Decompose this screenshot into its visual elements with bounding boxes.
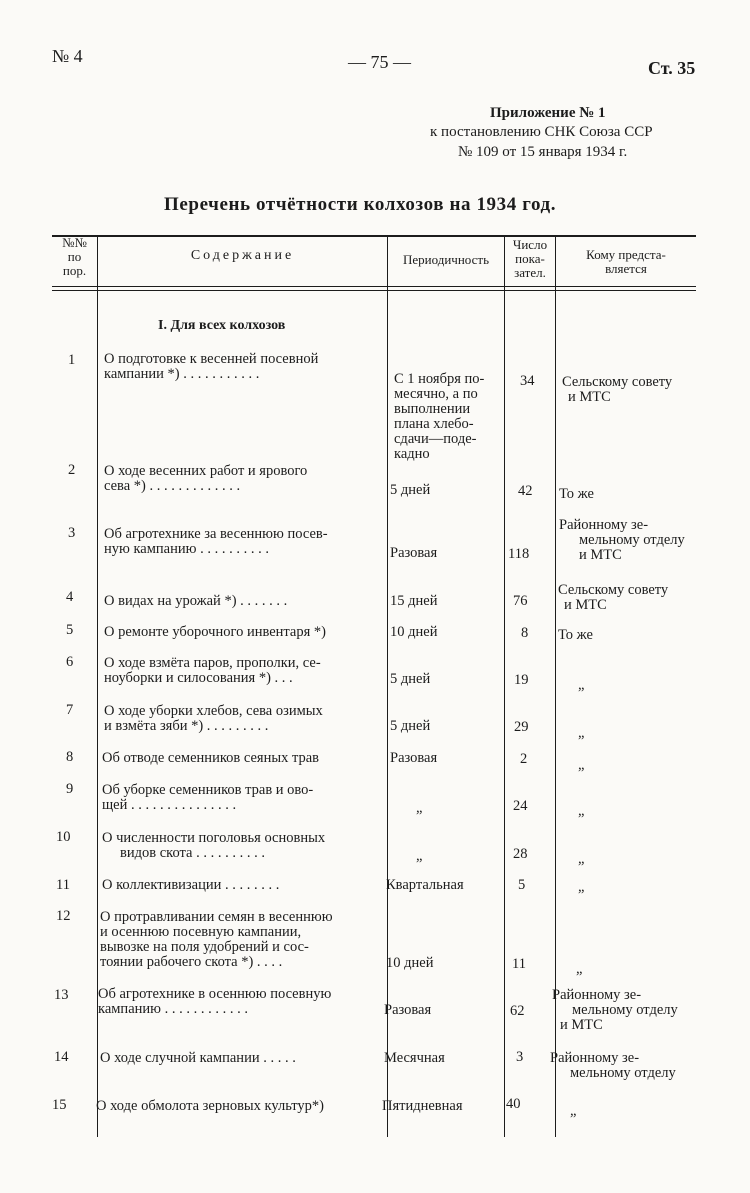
row-count: 28 [513, 846, 528, 862]
row-number: 3 [68, 525, 76, 541]
header-count: Число пока- зател. [512, 237, 548, 280]
row-count: 3 [516, 1049, 524, 1065]
row-period: Пятидневная [382, 1098, 463, 1114]
appendix-line-3: № 109 от 15 января 1934 г. [458, 144, 628, 160]
header-content: Содержание [190, 248, 295, 263]
row-recipient: Районному зе- мельному отделу и МТС [552, 987, 678, 1033]
row-count: 76 [513, 593, 528, 609]
row-content: Об агротехнике в осеннюю посевную кампанию . . . . . . . . . . . . [98, 986, 332, 1017]
document-title: Перечень отчётности колхозов на 1934 год. [164, 194, 557, 215]
row-count: 42 [518, 483, 533, 499]
row-content: О ходе случной кампании . . . . . [100, 1050, 296, 1066]
row-period: 5 дней [390, 671, 431, 687]
row-content: О ходе обмолота зерновых культур*) [96, 1098, 325, 1114]
row-number: 15 [52, 1097, 67, 1113]
row-content: О численности поголовья основных видов скота . . . . . . . . . . [102, 830, 326, 861]
row-number: 8 [66, 749, 74, 765]
table-header-rule-2 [52, 290, 696, 291]
row-number: 13 [54, 987, 69, 1003]
row-period: „ [416, 800, 423, 816]
row-number: 6 [66, 654, 74, 670]
row-period: Квартальная [386, 877, 464, 893]
row-number: 12 [56, 908, 71, 924]
row-number: 10 [56, 829, 71, 845]
row-count: 5 [518, 877, 526, 893]
row-recipient: Районному зе- мельному отделу и МТС [559, 517, 685, 563]
row-period: 10 дней [386, 955, 434, 971]
row-count: 8 [521, 625, 529, 641]
row-content: О подготовке к весенней посевной кампании *) . . . . . . . . . . . [104, 351, 319, 382]
row-period: 5 дней [390, 718, 431, 734]
row-number: 7 [66, 702, 74, 718]
row-recipient: „ [578, 725, 585, 741]
row-recipient: „ [576, 961, 583, 977]
appendix-line-2: к постановлению СНК Союза ССР [430, 124, 653, 140]
row-recipient: То же [559, 486, 594, 502]
row-recipient: То же [558, 627, 593, 643]
row-recipient: Районному зе- мельному отделу [550, 1050, 676, 1081]
header-recipient: Кому предста- вляется [586, 247, 666, 276]
row-number: 5 [66, 622, 74, 638]
row-count: 118 [508, 546, 530, 562]
table-header-rule-1 [52, 286, 696, 287]
row-count: 2 [520, 751, 528, 767]
row-number: 9 [66, 781, 74, 797]
row-period: 15 дней [390, 593, 438, 609]
row-number: 11 [56, 877, 70, 893]
row-count: 40 [506, 1096, 521, 1112]
section-heading: I. Для всех колхозов [158, 318, 286, 333]
row-content: О коллективизации . . . . . . . . [102, 877, 280, 893]
row-count: 29 [514, 719, 529, 735]
row-period: 5 дней [390, 482, 431, 498]
row-period: 10 дней [390, 624, 438, 640]
row-period: „ [416, 848, 423, 864]
row-period: Разовая [390, 545, 438, 561]
row-recipient: „ [578, 879, 585, 895]
row-period: Месячная [384, 1050, 445, 1066]
row-number: 14 [54, 1049, 69, 1065]
row-number: 1 [68, 352, 76, 368]
row-recipient: „ [578, 803, 585, 819]
row-recipient: Сельскому совету и МТС [562, 374, 673, 405]
row-count: 34 [520, 373, 535, 389]
row-recipient: „ [578, 851, 585, 867]
row-count: 62 [510, 1003, 525, 1019]
row-content: О ходе уборки хлебов, сева озимых и взмёта зяби *) . . . . . . . . . [104, 703, 323, 734]
article-number: Ст. 35 [648, 58, 696, 78]
row-recipient: „ [578, 757, 585, 773]
row-period: Разовая [384, 1002, 432, 1018]
row-count: 11 [512, 956, 526, 972]
page-number: — 75 — [348, 52, 411, 72]
row-number: 4 [66, 589, 74, 605]
header-no: №№ по пор. [62, 235, 87, 278]
row-recipient: „ [570, 1103, 577, 1119]
row-count: 24 [513, 798, 528, 814]
appendix-line-1: Приложение № 1 [490, 105, 606, 121]
header-period: Периодичность [402, 252, 489, 267]
row-content: Об уборке семенников трав и ово- щей . . . . . . . . . . . . . . . [102, 782, 314, 813]
row-content: О ремонте уборочного инвентаря *) [104, 624, 326, 640]
row-recipient: Сельскому совету и МТС [558, 582, 669, 613]
row-content: О видах на урожай *) . . . . . . . [104, 593, 288, 609]
row-count: 19 [514, 672, 529, 688]
row-content: О протравливании семян в весеннюю и осеннюю посевную кампании, вывозке на поля удобрений и сос- тоянии рабочего скота *) . . . . [100, 909, 333, 970]
row-number: 2 [68, 462, 76, 478]
row-content: О ходе весенних работ и ярового сева *) . . . . . . . . . . . . . [104, 463, 308, 494]
row-period: Разовая [390, 750, 438, 766]
row-content: О ходе взмёта паров, прополки, се- ноуборки и силосования *) . . . [104, 655, 321, 686]
row-recipient: „ [578, 677, 585, 693]
row-content: Об отводе семенников сеяных трав [102, 750, 319, 766]
table-top-rule [52, 235, 696, 237]
row-period: С 1 ноября по- месячно, а по выполнении плана хлебо- сдачи—поде- кадно [394, 371, 485, 462]
column-divider-3 [504, 237, 505, 1137]
page-section-number: № 4 [52, 46, 83, 66]
row-content: Об агротехнике за весеннюю посев- ную кампанию . . . . . . . . . . [104, 526, 328, 557]
